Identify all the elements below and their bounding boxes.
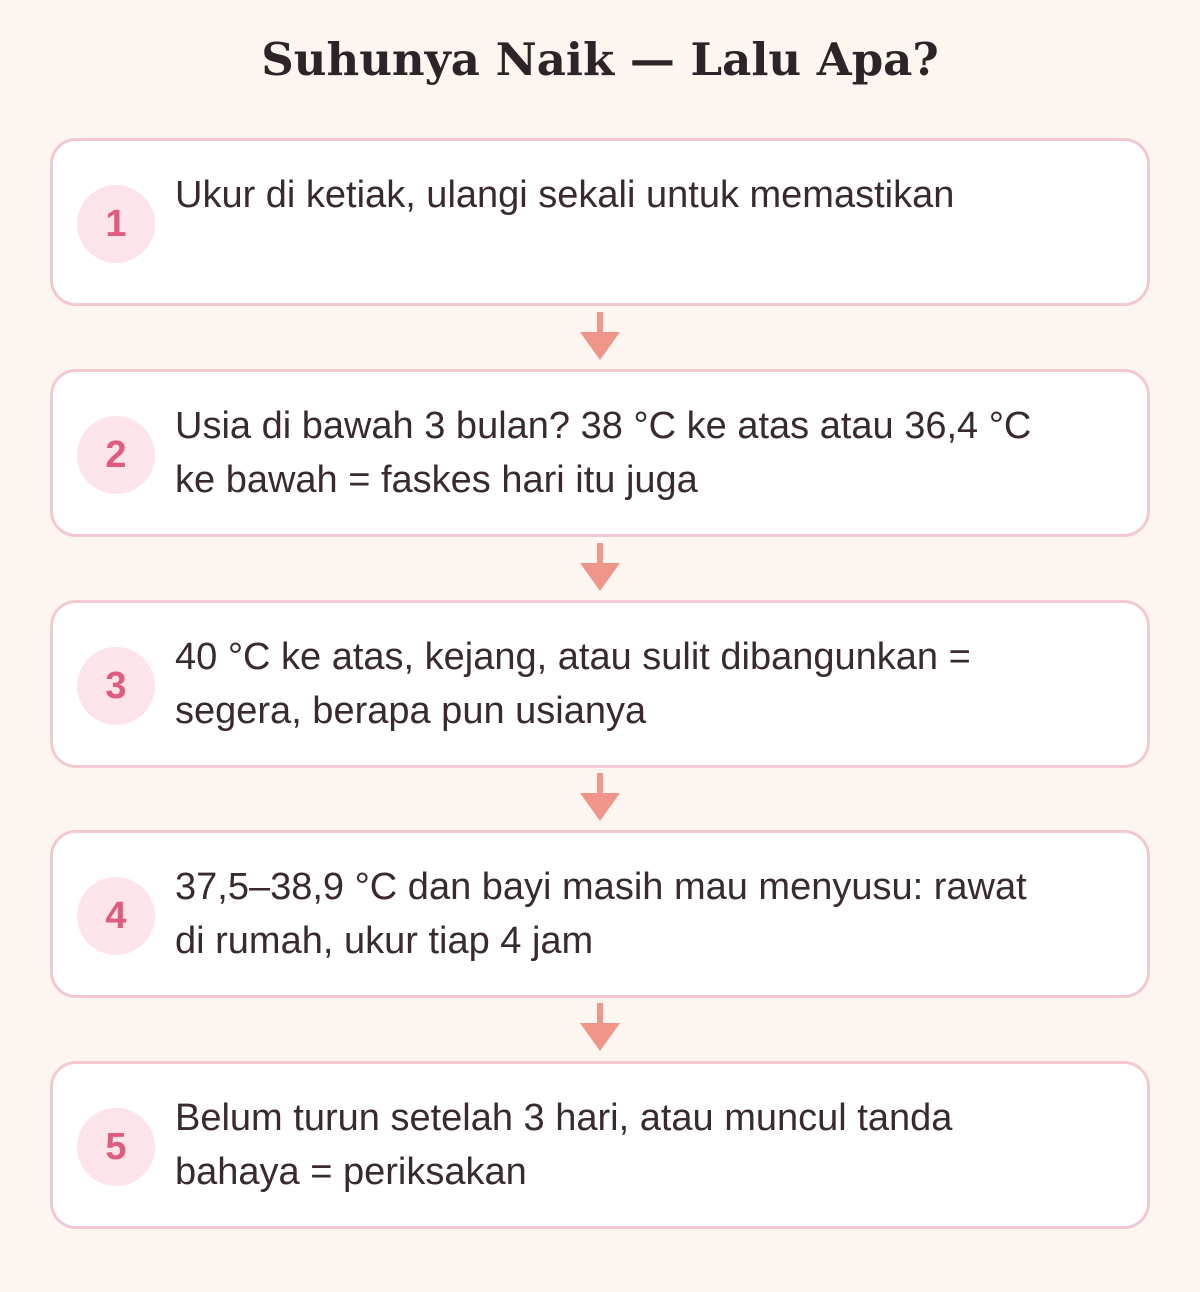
step-text: Ukur di ketiak, ulangi sekali untuk memastikan: [175, 174, 955, 216]
step-card-4: [50, 830, 1150, 998]
down-arrow-icon: [576, 310, 624, 362]
step-card-5: [50, 1061, 1150, 1229]
step-number-badge: 3: [77, 647, 155, 725]
down-arrow-icon: [576, 541, 624, 593]
step-card-3: [50, 600, 1150, 768]
down-arrow-icon: [576, 771, 624, 823]
step-number-badge: 4: [77, 877, 155, 955]
step-number-badge: 2: [77, 416, 155, 494]
step-text: Belum turun setelah 3 hari, atau muncul tanda bahaya = periksakan: [175, 1097, 953, 1193]
step-card-2: [50, 369, 1150, 537]
step-number-badge: 5: [77, 1108, 155, 1186]
step-text: Usia di bawah 3 bulan? 38 °C ke atas atau 36,4 °C ke bawah = faskes hari itu juga: [175, 405, 1032, 501]
page-title: Suhunya Naik — Lalu Apa?: [261, 33, 939, 86]
step-text: 40 °C ke atas, kejang, atau sulit dibangunkan = segera, berapa pun usianya: [175, 636, 971, 732]
step-card-1: [50, 138, 1150, 306]
step-text: 37,5–38,9 °C dan bayi masih mau menyusu: rawat di rumah, ukur tiap 4 jam: [175, 866, 1027, 962]
down-arrow-icon: [576, 1001, 624, 1053]
step-number-badge: 1: [77, 185, 155, 263]
